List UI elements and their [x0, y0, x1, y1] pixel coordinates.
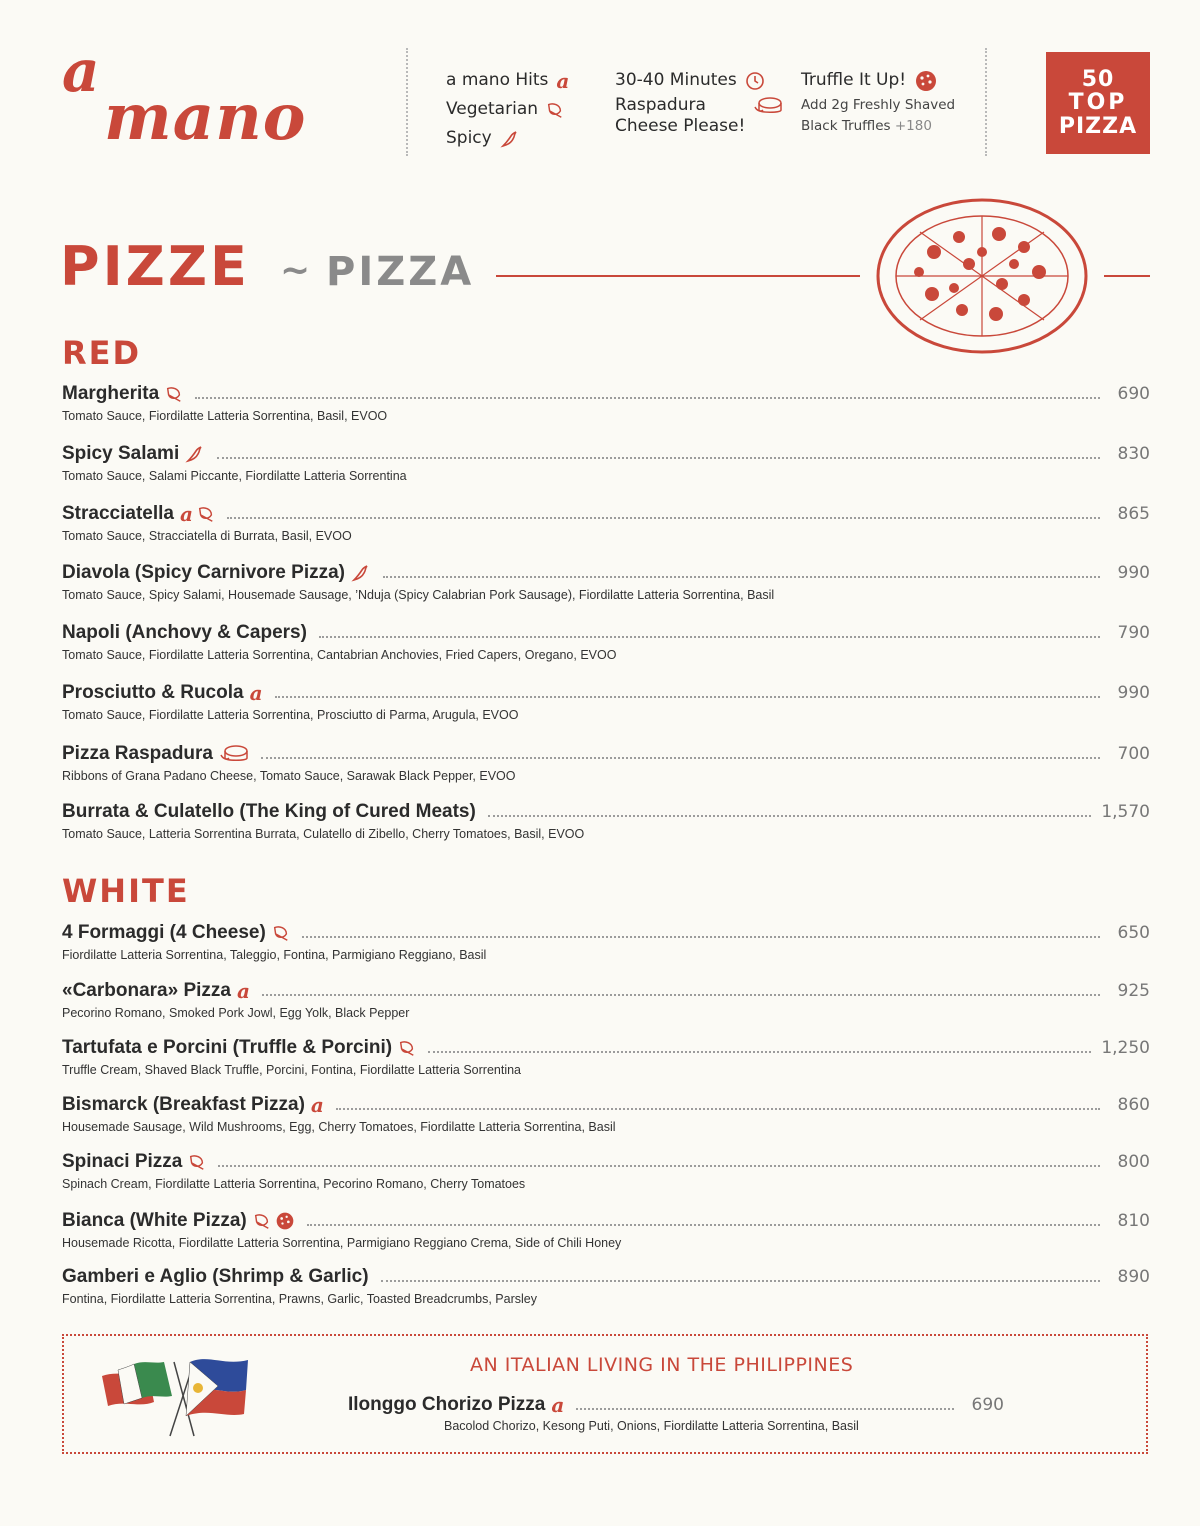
menu-item — [62, 560, 1150, 602]
item-price: 690 — [971, 1395, 1004, 1415]
leaf-icon — [188, 1153, 206, 1171]
leader-dots — [262, 994, 1100, 996]
leader-dots — [319, 636, 1100, 638]
menu-item — [62, 1264, 1150, 1306]
item-price: 1,570 — [1101, 802, 1150, 822]
leaf-icon — [546, 101, 564, 119]
cheese-icon — [219, 743, 249, 765]
chili-icon — [185, 444, 205, 464]
item-price: 700 — [1117, 744, 1150, 764]
a-mano-hit-icon: a — [249, 681, 263, 705]
item-name: Bismarck (Breakfast Pizza) — [62, 1094, 305, 1115]
item-price: 865 — [1117, 504, 1150, 524]
a-mano-hit-icon: a — [556, 68, 570, 93]
italy-philippines-flags-icon — [98, 1352, 254, 1438]
item-price: 990 — [1117, 563, 1150, 583]
item-description: Tomato Sauce, Spicy Salami, Housemade Sausage, ’Nduja (Spicy Calabrian Pork Sausage), Fiordilatte Latteria Sorrentina, Basil — [62, 588, 775, 602]
chili-icon — [351, 563, 371, 583]
leader-dots — [275, 696, 1100, 698]
menu-item — [62, 978, 1150, 1020]
item-description: Fiordilatte Latteria Sorrentina, Taleggio, Fontina, Parmigiano Reggiano, Basil — [62, 948, 487, 962]
menu-item — [62, 501, 1150, 543]
legend-spicy: Spicy — [446, 124, 569, 153]
item-description: Housemade Ricotta, Fiordilatte Latteria Sorrentina, Parmigiano Reggiano Crema, Side of Chili Honey — [62, 1236, 622, 1250]
50-top-pizza-badge: 50 TOP PIZZA — [1046, 52, 1150, 154]
item-price: 925 — [1117, 981, 1150, 1001]
leader-dots — [428, 1051, 1091, 1053]
title-rule — [1104, 275, 1150, 277]
divider — [406, 48, 408, 156]
leader-dots — [261, 757, 1100, 759]
legend-hits: a mano Hits a — [446, 68, 570, 93]
item-name: 4 Formaggi (4 Cheese) — [62, 922, 266, 943]
a-mano-hit-icon: a — [551, 1393, 565, 1417]
item-name: Napoli (Anchovy & Capers) — [62, 622, 307, 643]
item-description: Bacolod Chorizo, Kesong Puti, Onions, Fiordilatte Latteria Sorrentina, Basil — [444, 1419, 859, 1433]
item-description: Tomato Sauce, Salami Piccante, Fiordilatte Latteria Sorrentina — [62, 469, 407, 483]
leader-dots — [488, 815, 1092, 817]
page-title: PIZZE — [60, 235, 250, 298]
item-price: 690 — [1117, 384, 1150, 404]
item-name: Bianca (White Pizza) — [62, 1210, 247, 1231]
page-subtitle: PIZZA — [326, 249, 475, 295]
item-description: Housemade Sausage, Wild Mushrooms, Egg, Cherry Tomatoes, Fiordilatte Latteria Sorrentina, Basil — [62, 1120, 616, 1134]
menu-item — [62, 620, 1150, 662]
legend-truffle: Truffle It Up! — [801, 66, 955, 95]
legend-column-2 — [615, 66, 783, 137]
logo-a: a — [62, 37, 100, 105]
item-price: 650 — [1117, 923, 1150, 943]
item-name: Burrata & Culatello (The King of Cured Meats) — [62, 801, 476, 822]
item-name: Pizza Raspadura — [62, 743, 213, 764]
item-price: 830 — [1117, 444, 1150, 464]
menu-item — [62, 799, 1150, 841]
truffle-icon — [914, 69, 938, 93]
title-rule — [496, 275, 860, 277]
item-name: «Carbonara» Pizza — [62, 980, 231, 1001]
item-name: Spicy Salami — [62, 443, 180, 464]
leaf-icon — [272, 924, 290, 942]
truffle-icon — [275, 1211, 295, 1231]
menu-item — [62, 1092, 1150, 1134]
item-name: Tartufata e Porcini (Truffle & Porcini) — [62, 1037, 393, 1058]
section-title-white: WHITE — [62, 872, 190, 910]
item-name: Diavola (Spicy Carnivore Pizza) — [62, 562, 345, 583]
menu-item — [62, 381, 1150, 423]
legend-time: 30-40 Minutes — [615, 66, 783, 95]
item-price: 790 — [1117, 623, 1150, 643]
menu-item — [62, 1208, 1150, 1250]
item-price: 890 — [1117, 1267, 1150, 1287]
item-description: Pecorino Romano, Smoked Pork Jowl, Egg Yolk, Black Pepper — [62, 1006, 410, 1020]
divider — [985, 48, 987, 156]
leader-dots — [307, 1224, 1100, 1226]
leader-dots — [195, 397, 1100, 399]
menu-item — [62, 920, 1150, 962]
item-description: Tomato Sauce, Latteria Sorrentina Burrata, Culatello di Zibello, Cherry Tomatoes, Basil, EVOO — [62, 827, 585, 841]
a-mano-hit-icon: a — [310, 1093, 324, 1117]
legend-column-1 — [446, 66, 569, 153]
section-title-red: RED — [62, 334, 142, 372]
menu-item — [348, 1392, 1004, 1418]
chili-icon — [500, 129, 520, 149]
legend-vegetarian: Vegetarian — [446, 95, 569, 124]
item-name: Prosciutto & Rucola — [62, 682, 244, 703]
leader-dots — [336, 1108, 1100, 1110]
special-title: AN ITALIAN LIVING IN THE PHILIPPINES — [470, 1354, 854, 1376]
leader-dots — [302, 936, 1100, 938]
legend-raspadura: Raspadura Cheese Please! — [615, 95, 783, 137]
leader-dots — [217, 457, 1100, 459]
item-name: Stracciatella — [62, 503, 174, 524]
leader-dots — [381, 1280, 1100, 1282]
leader-dots — [218, 1165, 1100, 1167]
item-name: Ilonggo Chorizo Pizza — [348, 1394, 546, 1415]
item-description: Tomato Sauce, Fiordilatte Latteria Sorrentina, Basil, EVOO — [62, 409, 388, 423]
leader-dots — [227, 517, 1100, 519]
item-description: Tomato Sauce, Stracciatella di Burrata, Basil, EVOO — [62, 529, 352, 543]
item-price: 1,250 — [1101, 1038, 1150, 1058]
item-name: Spinaci Pizza — [62, 1151, 183, 1172]
item-description: Spinach Cream, Fiordilatte Latteria Sorrentina, Pecorino Romano, Cherry Tomatoes — [62, 1177, 526, 1191]
item-description: Truffle Cream, Shaved Black Truffle, Porcini, Fontina, Fiordilatte Latteria Sorrentina — [62, 1063, 522, 1077]
logo-mano: mano — [104, 80, 307, 155]
pizza-illustration — [874, 192, 1094, 356]
title-tilde: ~ — [280, 250, 311, 291]
item-price: 800 — [1117, 1152, 1150, 1172]
item-description: Tomato Sauce, Fiordilatte Latteria Sorrentina, Prosciutto di Parma, Arugula, EVOO — [62, 708, 519, 722]
leaf-icon — [197, 505, 215, 523]
item-name: Margherita — [62, 383, 160, 404]
leaf-icon — [165, 385, 183, 403]
clock-icon — [745, 71, 765, 91]
item-description: Tomato Sauce, Fiordilatte Latteria Sorrentina, Cantabrian Anchovies, Fried Capers, Oregano, EVOO — [62, 648, 617, 662]
leaf-icon — [253, 1212, 271, 1230]
leader-dots — [383, 576, 1100, 578]
truffle-note: Add 2g Freshly Shaved Black Truffles +180 — [801, 97, 956, 134]
item-price: 990 — [1117, 683, 1150, 703]
menu-item — [62, 741, 1150, 783]
item-price: 860 — [1117, 1095, 1150, 1115]
legend-column-3 — [801, 66, 955, 137]
menu-item — [62, 680, 1150, 722]
leaf-icon — [398, 1039, 416, 1057]
item-description: Ribbons of Grana Padano Cheese, Tomato Sauce, Sarawak Black Pepper, EVOO — [62, 769, 516, 783]
leader-dots — [576, 1408, 954, 1410]
item-price: 810 — [1117, 1211, 1150, 1231]
cheese-icon — [753, 95, 783, 117]
menu-item — [62, 441, 1150, 483]
menu-item — [62, 1035, 1150, 1077]
item-name: Gamberi e Aglio (Shrimp & Garlic) — [62, 1266, 369, 1287]
a-mano-hit-icon: a — [179, 502, 193, 526]
a-mano-hit-icon: a — [236, 979, 250, 1003]
item-description: Fontina, Fiordilatte Latteria Sorrentina, Prawns, Garlic, Toasted Breadcrumbs, Parsley — [62, 1292, 537, 1306]
menu-item — [62, 1149, 1150, 1191]
